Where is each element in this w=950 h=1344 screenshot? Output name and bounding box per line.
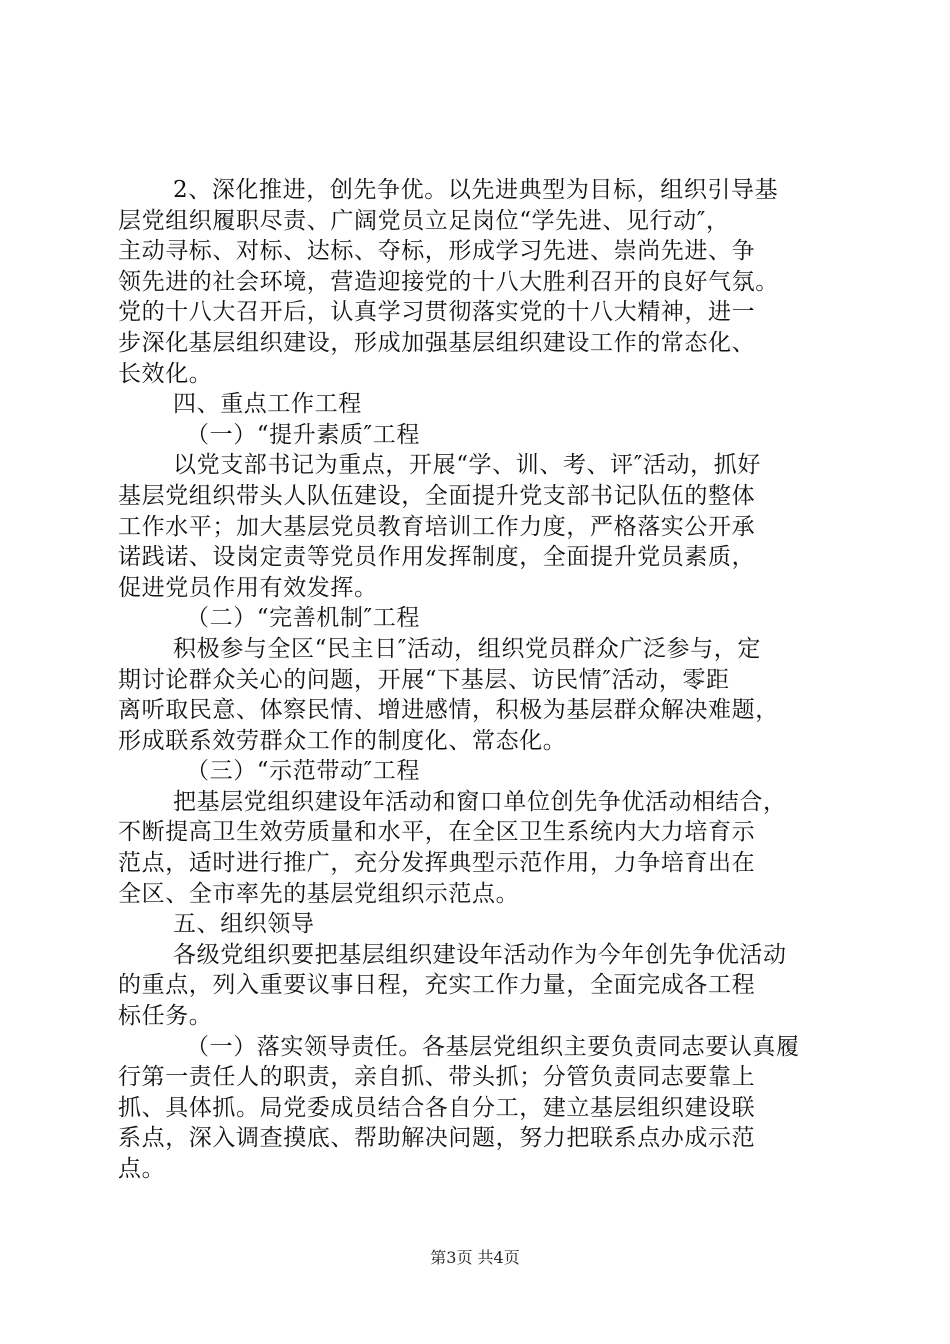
paragraph-line: 全区、全市率先的基层党组织示范点。: [118, 880, 520, 907]
page-footer: 第3页 共4页: [430, 1248, 520, 1267]
section-heading: 四、重点工作工程: [173, 391, 362, 418]
paragraph-line: 各级党组织要把基层组织建设年活动作为今年创先争优活动: [173, 941, 787, 968]
subsection-heading: （三）“示范带动″工程: [186, 758, 420, 785]
paragraph-line: （一）落实领导责任。各基层党组织主要负责同志要认真履: [186, 1033, 800, 1060]
paragraph-line: 诺践诺、设岗定责等党员作用发挥制度，全面提升党员素质，: [118, 544, 756, 571]
paragraph-line: 2、深化推进，创先争优。以先进典型为目标，组织引导基: [173, 177, 779, 203]
section-heading: 五、组织领导: [173, 911, 315, 938]
paragraph-line: 期讨论群众关心的问题，开展“下基层、访民情″活动，零距: [118, 666, 730, 693]
paragraph-line: 抓、具体抓。局党委成员结合各自分工，建立基层组织建设联: [118, 1094, 756, 1121]
paragraph-line: 基层党组织带头人队伍建设，全面提升党支部书记队伍的整体: [118, 482, 756, 509]
paragraph-line: 行第一责任人的职责，亲自抓、带头抓；分管负责同志要靠上: [118, 1064, 756, 1091]
paragraph-line: 把基层党组织建设年活动和窗口单位创先争优活动相结合，: [173, 788, 787, 815]
paragraph-line: 长效化。: [118, 360, 213, 387]
paragraph-line: 标任务。: [118, 1003, 213, 1030]
paragraph-line: 层党组织履职尽责、广阔党员立足岗位“学先进、见行动″，: [118, 207, 730, 234]
paragraph-line: 形成联系效劳群众工作的制度化、常态化。: [118, 727, 567, 754]
paragraph-line: 工作水平；加大基层党员教育培训工作力度，严格落实公开承: [118, 513, 756, 540]
paragraph-line: 系点，深入调查摸底、帮助解决问题，努力把联系点办成示范: [118, 1125, 756, 1152]
paragraph-line: 促进党员作用有效发挥。: [118, 574, 378, 601]
paragraph-line: 主动寻标、对标、达标、夺标，形成学习先进、崇尚先进、争: [118, 238, 756, 265]
paragraph-line: 领先进的社会环境，营造迎接党的十八大胜利召开的良好气氛。: [118, 268, 779, 295]
paragraph-line: 党的十八大召开后，认真学习贯彻落实党的十八大精神，进一: [118, 299, 756, 326]
paragraph-line: 积极参与全区“民主日″活动，组织党员群众广泛参与，定: [173, 635, 761, 662]
paragraph-line: 离听取民意、体察民情、增进感情，积极为基层群众解决难题，: [118, 697, 779, 724]
paragraph-line: 以党支部书记为重点，开展“学、训、考、评″活动，抓好: [173, 452, 761, 479]
paragraph-line: 点。: [118, 1156, 166, 1182]
paragraph-line: 不断提高卫生效劳质量和水平，在全区卫生系统内大力培育示: [118, 819, 756, 846]
paragraph-line: 的重点，列入重要议事日程，充实工作力量，全面完成各工程: [118, 972, 756, 999]
document-body: [118, 175, 838, 1185]
paragraph-line: 范点，适时进行推广，充分发挥典型示范作用，力争培育出在: [118, 850, 756, 877]
subsection-heading: （一）“提升素质″工程: [186, 421, 420, 448]
paragraph-line: 步深化基层组织建设，形成加强基层组织建设工作的常态化、: [118, 329, 756, 356]
subsection-heading: （二）“完善机制″工程: [186, 605, 420, 632]
